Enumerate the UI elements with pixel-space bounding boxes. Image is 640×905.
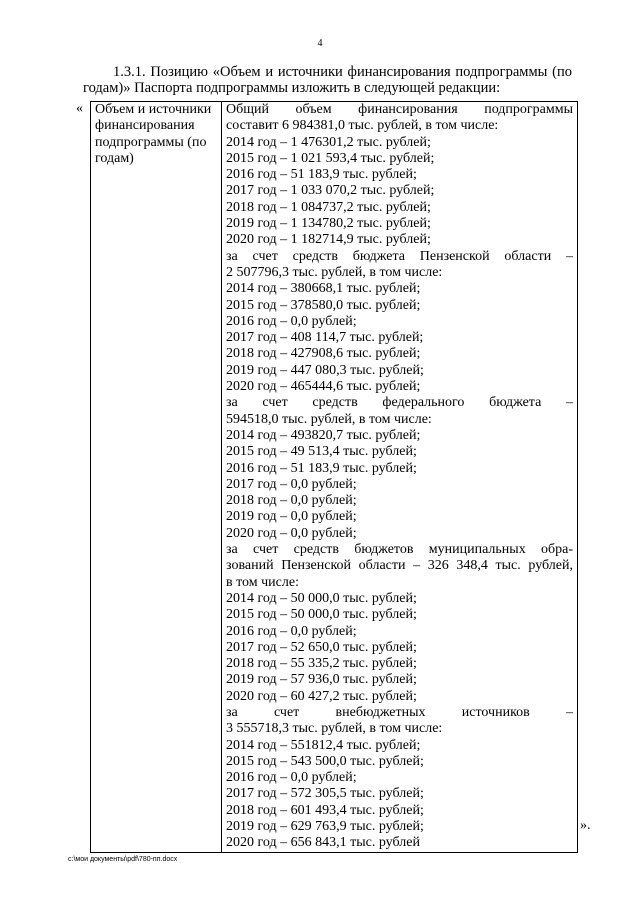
year-amount-line: 2016 год – 51 183,9 тыс. рублей; [226, 167, 417, 183]
year-amount-line: 2014 год – 1 476301,2 тыс. рублей; [226, 134, 431, 150]
position-label-cell [91, 102, 222, 853]
year-amount-line: 2018 год – 1 084737,2 тыс. рублей; [226, 199, 431, 215]
year-amount-line: 2019 год – 0,0 рублей; [226, 509, 357, 525]
year-amount-line: 2018 год – 427908,6 тыс. рублей; [226, 346, 421, 362]
year-amount-line: 2016 год – 0,0 рублей; [226, 623, 357, 639]
intro-paragraph: 1.3.1. Позицию «Объем и источники финансирования подпрограммы (по годам)» Паспорта подпрограммы изложить в следующей редакции: [83, 64, 572, 96]
year-amount-line: 2017 год – 0,0 рублей; [226, 476, 357, 492]
financing-section [226, 249, 573, 396]
closing-quote: ». [580, 818, 591, 833]
section-heading: за счет внебюджетных источников – [226, 704, 573, 720]
year-amount-line: 2014 год – 50 000,0 тыс. рублей; [226, 590, 417, 606]
year-amount-line: 2019 год – 57 936,0 тыс. рублей; [226, 672, 417, 688]
section-heading-continued: зований Пензенской области – 326 348,4 тыс. рублей, [226, 558, 573, 574]
year-amount-line: 2017 год – 1 033 070,2 тыс. рублей; [226, 183, 435, 199]
year-amount-line: 2018 год – 0,0 рублей; [226, 493, 357, 509]
year-amount-line: 2020 год – 1 182714,9 тыс. рублей; [226, 232, 431, 248]
year-amount-line: 2016 год – 0,0 рублей; [226, 313, 357, 329]
year-amount-line: 2017 год – 408 114,7 тыс. рублей; [226, 330, 424, 346]
year-amount-line: 2014 год – 380668,1 тыс. рублей; [226, 281, 421, 297]
passport-table [90, 101, 578, 853]
year-amount-line: 2020 год – 656 843,1 тыс. рублей [226, 835, 420, 851]
year-amount-line: 2015 год – 543 500,0 тыс. рублей; [226, 753, 424, 769]
financing-section [226, 395, 573, 542]
year-amount-line: 2015 год – 1 021 593,4 тыс. рублей; [226, 150, 435, 166]
year-amount-line: 2014 год – 493820,7 тыс. рублей; [226, 427, 421, 443]
year-amount-line: 2016 год – 0,0 рублей; [226, 770, 357, 786]
year-amount-line: 2020 год – 60 427,2 тыс. рублей; [226, 688, 417, 704]
year-amount-line: 2019 год – 447 080,3 тыс. рублей; [226, 362, 424, 378]
financing-details-cell [222, 102, 578, 853]
table-row [91, 102, 578, 853]
year-amount-line: 2018 год – 55 335,2 тыс. рублей; [226, 656, 417, 672]
section-total: в том числе: [226, 574, 299, 590]
year-amount-line: 2015 год – 378580,0 тыс. рублей; [226, 297, 421, 313]
year-amount-line: 2020 год – 0,0 рублей; [226, 525, 357, 541]
document-path: c:\мои документы\pdf\780-пп.docx [68, 856, 178, 863]
year-amount-line: 2020 год – 465444,6 тыс. рублей; [226, 379, 421, 395]
financing-section [226, 705, 573, 852]
section-heading: за счет средств бюджета Пензенской области – [226, 248, 573, 264]
year-amount-line: 2019 год – 629 763,9 тыс. рублей; [226, 819, 424, 835]
section-heading: за счет средств бюджетов муниципальных обра- [226, 542, 573, 558]
year-amount-line: 2018 год – 601 493,4 тыс. рублей; [226, 802, 424, 818]
year-amount-line: 2017 год – 572 305,5 тыс. рублей; [226, 786, 424, 802]
page-number: 4 [317, 38, 323, 49]
year-amount-line: 2016 год – 51 183,9 тыс. рублей; [226, 460, 417, 476]
section-total: составит 6 984381,0 тыс. рублей, в том числе: [226, 118, 499, 134]
year-amount-line: 2017 год – 52 650,0 тыс. рублей; [226, 639, 417, 655]
section-heading: Общий объем финансирования подпрограммы [226, 102, 573, 117]
section-heading: за счет средств федерального бюджета – [226, 395, 573, 411]
section-total: 2 507796,3 тыс. рублей, в том числе: [226, 264, 443, 280]
section-total: 594518,0 тыс. рублей, в том числе: [226, 411, 432, 427]
year-amount-line: 2019 год – 1 134780,2 тыс. рублей; [226, 216, 431, 232]
financing-section [226, 102, 573, 249]
financing-section [226, 542, 573, 705]
position-label: Объем и источники финансирования подпрограммы (по годам) [95, 102, 212, 166]
year-amount-line: 2015 год – 50 000,0 тыс. рублей; [226, 607, 417, 623]
opening-quote: « [76, 101, 83, 116]
year-amount-line: 2015 год – 49 513,4 тыс. рублей; [226, 444, 417, 460]
section-total: 3 555718,3 тыс. рублей, в том числе: [226, 721, 443, 737]
year-amount-line: 2014 год – 551812,4 тыс. рублей; [226, 737, 421, 753]
